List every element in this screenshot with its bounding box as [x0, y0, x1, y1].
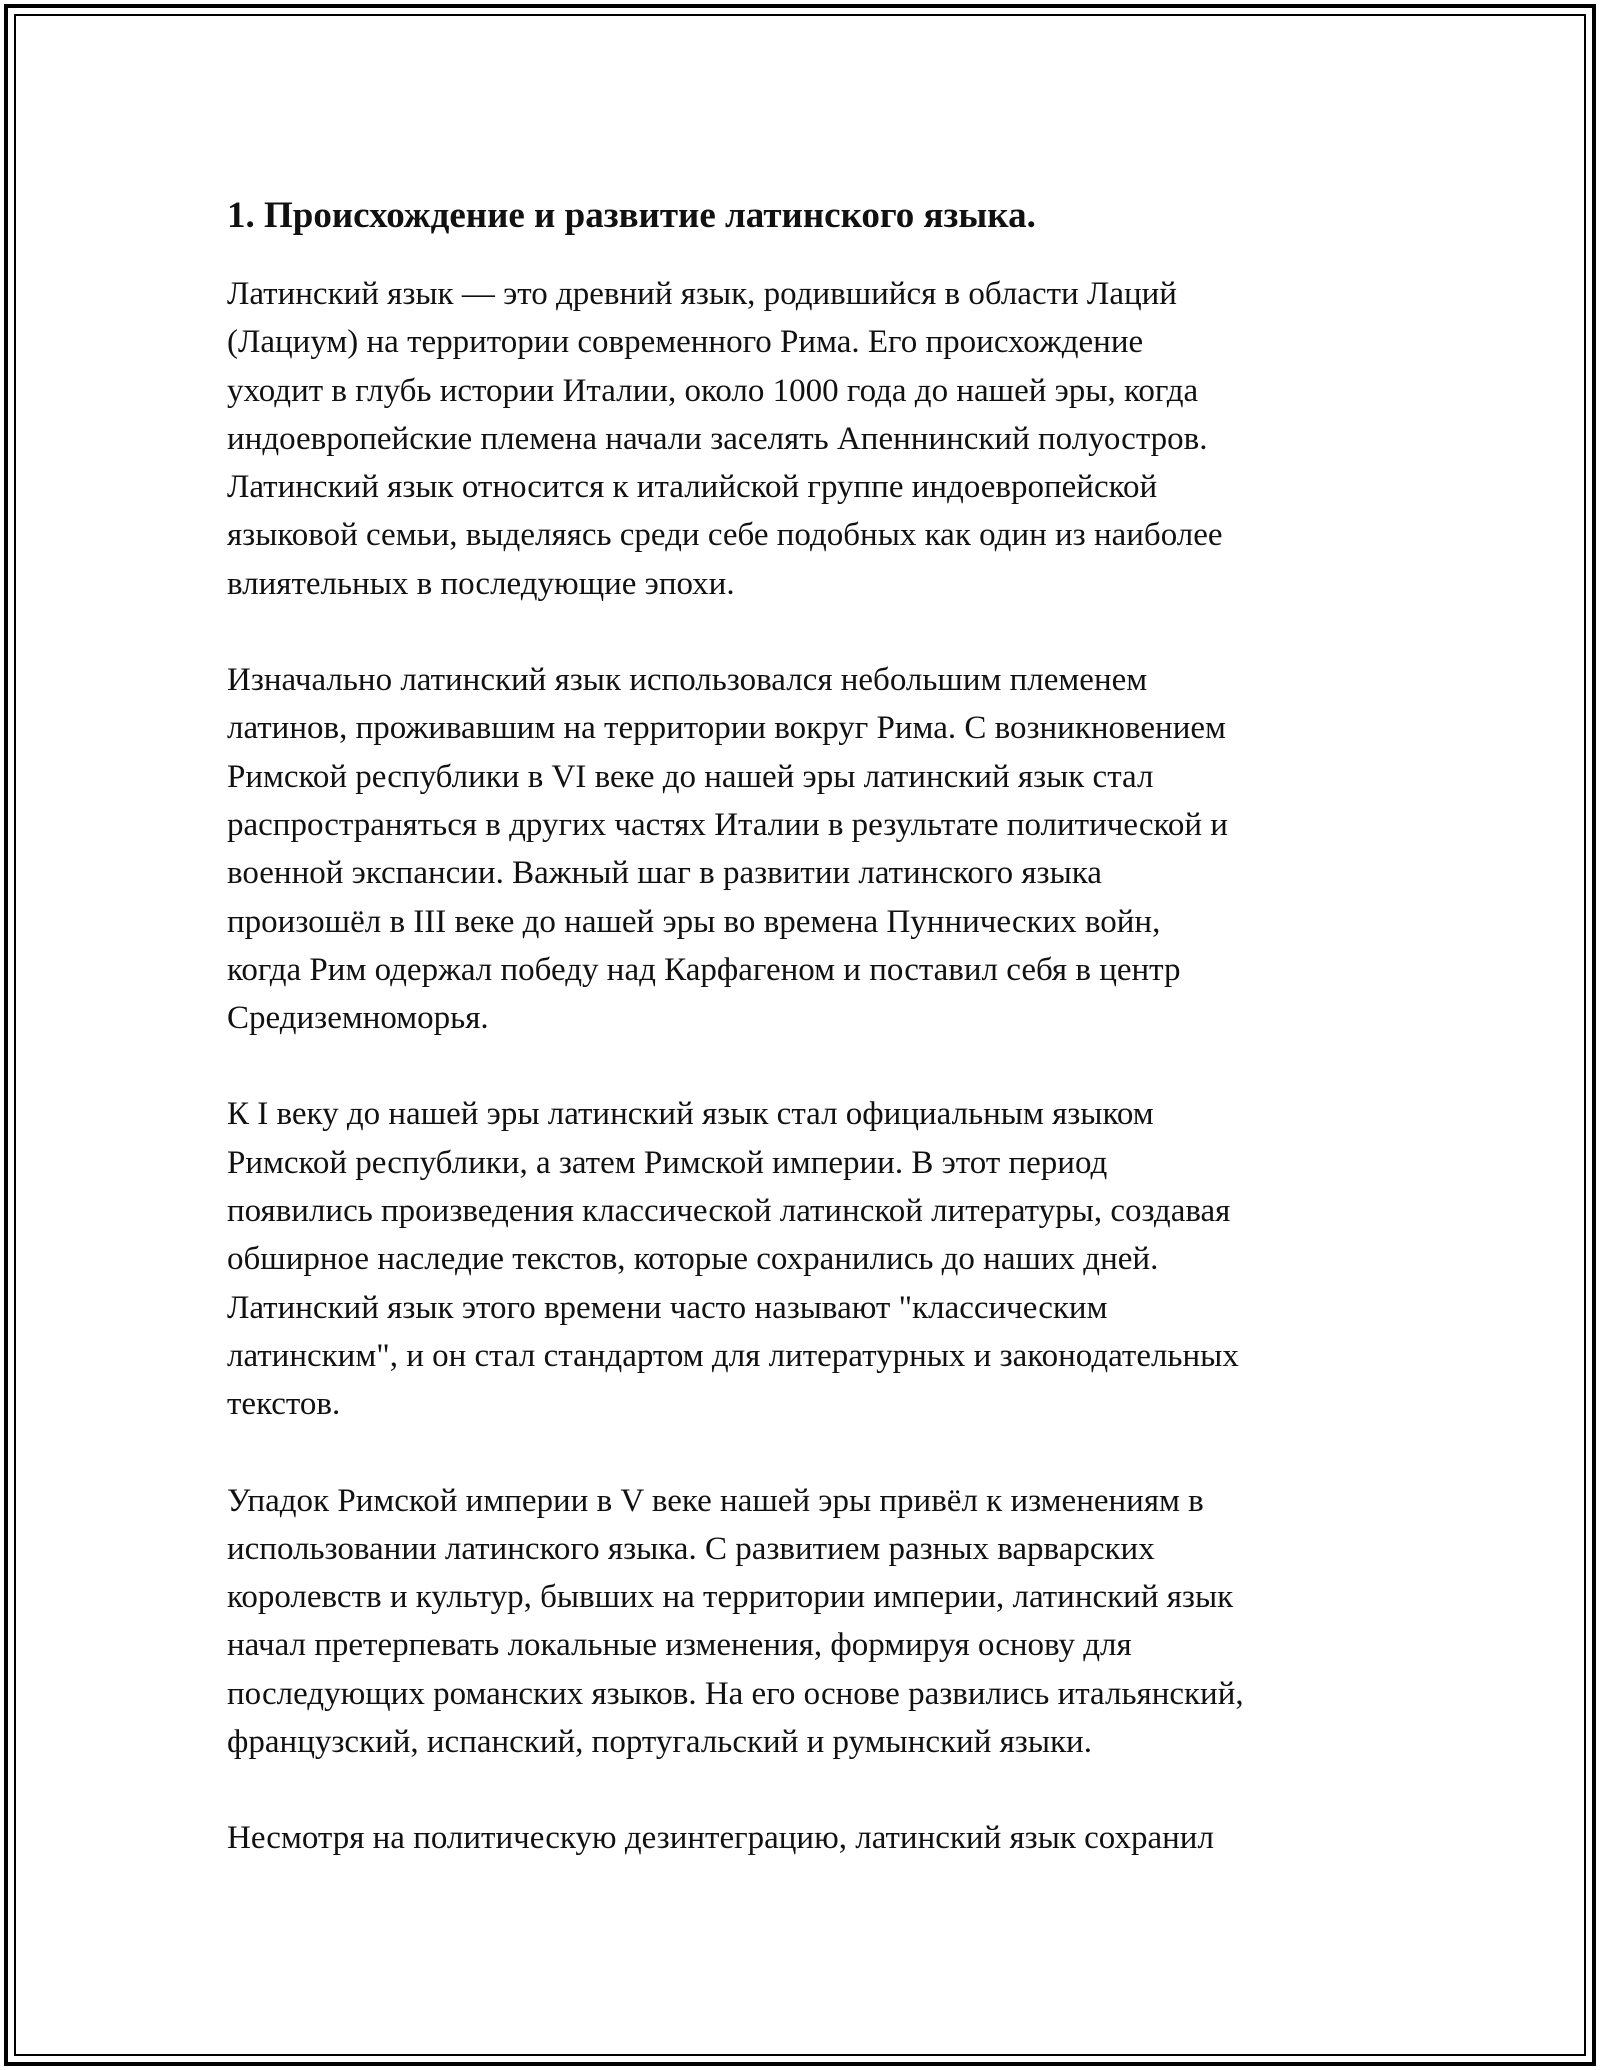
paragraph-line: использовании латинского языка. С развитием разных варварских — [227, 1530, 1155, 1567]
paragraph-line: обширное наследие текстов, которые сохранились до наших дней. — [227, 1241, 1159, 1278]
paragraph-line: Латинский язык этого времени часто называют "классическим — [227, 1289, 1108, 1326]
paragraph-line: последующих романских языков. На его основе развились итальянский, — [227, 1675, 1244, 1712]
paragraph — [227, 1477, 1397, 1767]
paragraph — [227, 1090, 1397, 1428]
paragraph-line: Латинский язык — это древний язык, родившийся в области Лаций — [227, 276, 1177, 312]
paragraph-line: военной экспансии. Важный шаг в развитии латинского языка — [227, 855, 1102, 892]
paragraph — [227, 656, 1397, 1042]
paragraph — [227, 270, 1397, 608]
paragraph-line: латинским", и он стал стандартом для литературных и законодательных — [227, 1337, 1239, 1374]
paragraph-line: Средиземноморья. — [227, 1000, 489, 1037]
paragraph-line: К I веку до нашей эры латинский язык стал официальным языком — [227, 1096, 1154, 1133]
paragraph-line: латинов, проживавшим на территории вокруг Рима. С возникновением — [227, 710, 1226, 747]
paragraph-list — [227, 270, 1397, 1863]
paragraph-line: Латинский язык относится к италийской группе индоевропейской — [227, 469, 1158, 506]
paragraph-line: появились произведения классической латинской литературы, создавая — [227, 1193, 1231, 1230]
paragraph-line: Римской республики, а затем Римской империи. В этот период — [227, 1144, 1108, 1181]
paragraph — [227, 1814, 1397, 1862]
paragraph-line: распространяться в других частях Италии в результате политической и — [227, 806, 1228, 843]
section-heading: 1. Происхождение и развитие латинского языка. — [227, 195, 1036, 236]
document-body — [227, 188, 1397, 1911]
paragraph-line: когда Рим одержал победу над Карфагеном и поставил себя в центр — [227, 951, 1181, 988]
paragraph-line: Упадок Римской империи в V веке нашей эры привёл к изменениям в — [227, 1482, 1204, 1519]
paragraph-line: языковой семьи, выделяясь среди себе подобных как один из наиболее — [227, 517, 1223, 554]
paragraph-line: (Лациум) на территории современного Рима. Его происхождение — [227, 324, 1144, 361]
paragraph-line: Изначально латинский язык использовался небольшим племенем — [227, 662, 1148, 699]
paragraph-line: произошёл в III веке до нашей эры во времена Пуннических войн, — [227, 903, 1161, 940]
paragraph-line: текстов. — [227, 1386, 341, 1423]
paragraph-line: французский, испанский, португальский и румынский языки. — [227, 1724, 1092, 1761]
paragraph-line: влиятельных в последующие эпохи. — [227, 565, 735, 602]
paragraph-line: индоевропейские племена начали заселять Апеннинский полуостров. — [227, 420, 1208, 457]
paragraph-line: Римской республики в VI веке до нашей эры латинский язык стал — [227, 758, 1154, 795]
paragraph-line: Несмотря на политическую дезинтеграцию, латинский язык сохранил — [227, 1820, 1214, 1857]
paragraph-line: начал претерпевать локальные изменения, формируя основу для — [227, 1627, 1132, 1664]
paragraph-line: королевств и культур, бывших на территории империи, латинский язык — [227, 1579, 1234, 1616]
paragraph-line: уходит в глубь истории Италии, около 1000 года до нашей эры, когда — [227, 372, 1199, 409]
